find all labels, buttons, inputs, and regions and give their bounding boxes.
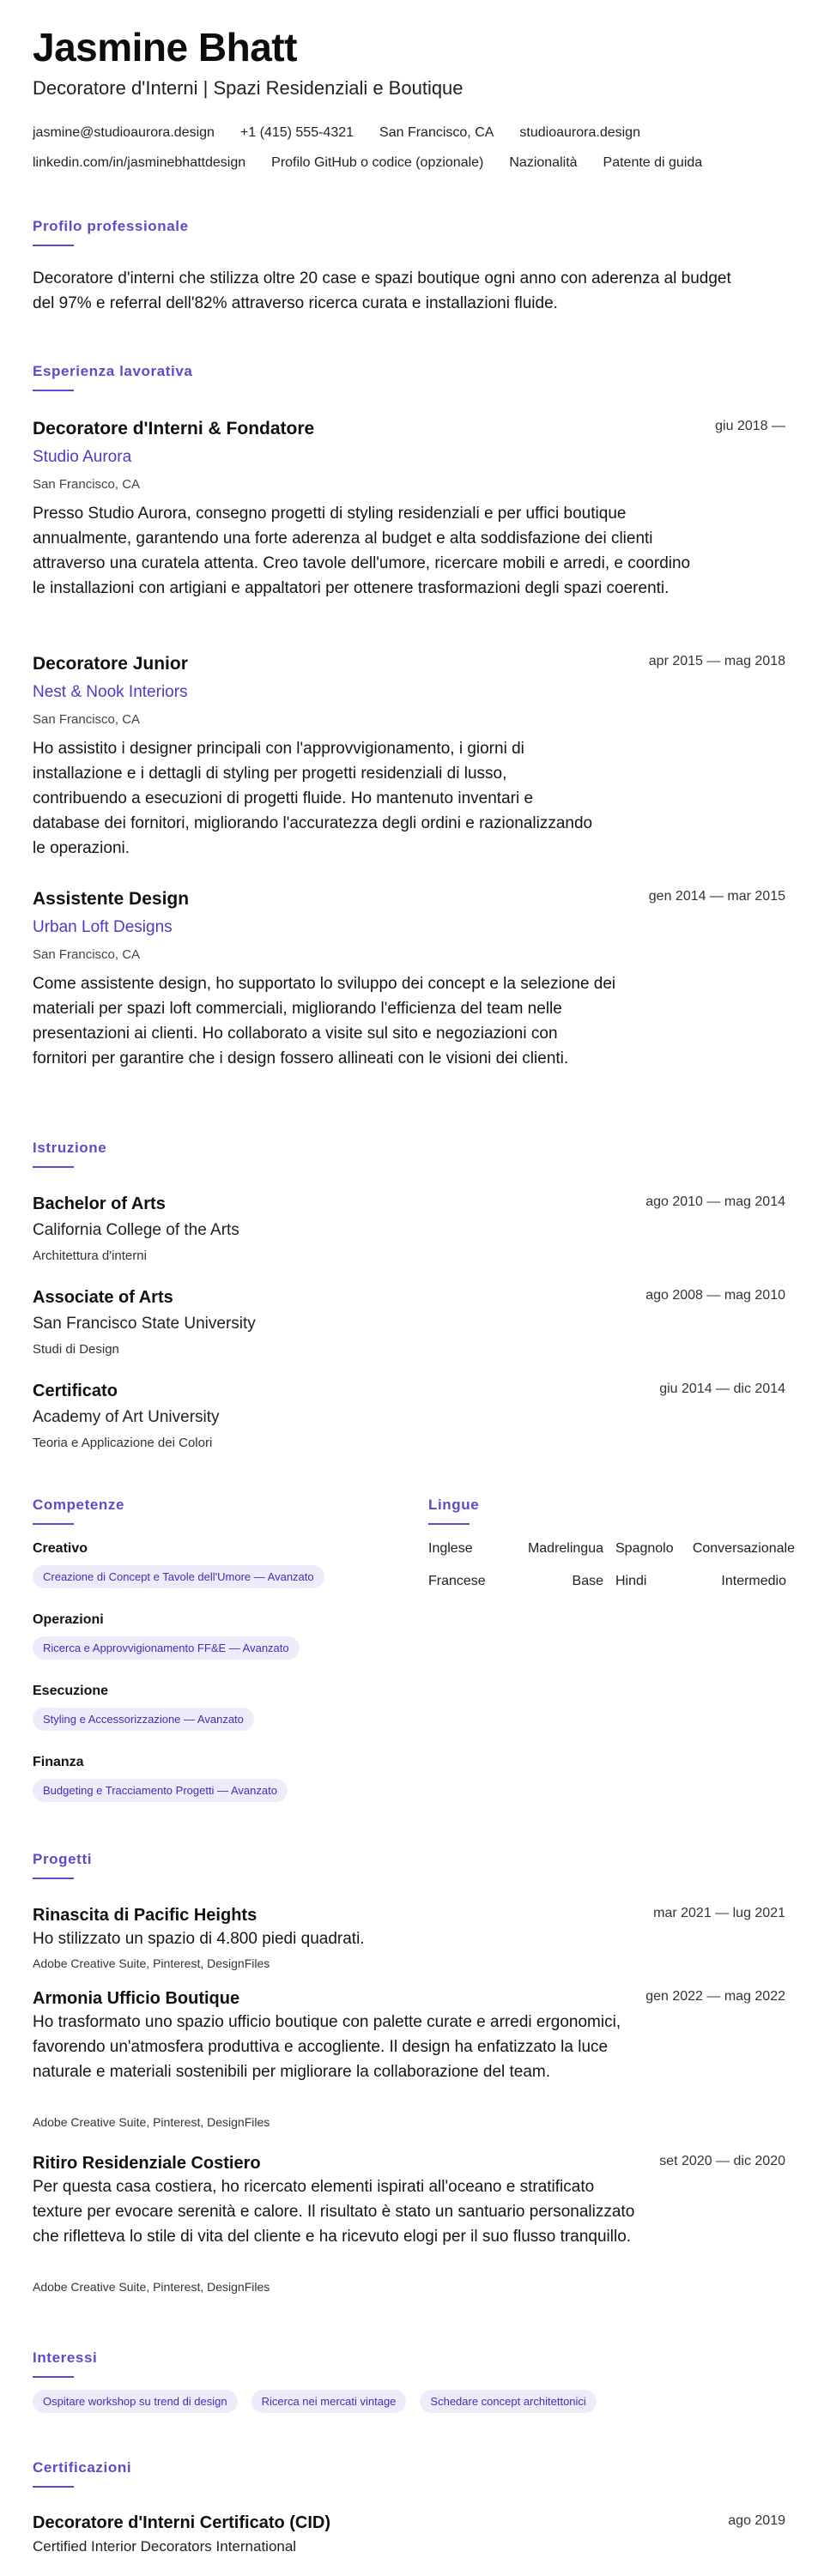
job-description: Presso Studio Aurora, consegno progetti di styling residenziali e per uffici boutique annualmente, garantendo una forte aderenza al budget e alta soddisfazione dei clienti attraverso una curatela attenta. Creo tavole dell'umore, ricercare mobili e arredi, e coordino le installazioni con artigiani e appaltatori per ottenere trasformazioni degli spazi coerenti.	[33, 505, 691, 597]
job-title: Decoratore Junior	[33, 654, 188, 674]
education-degree: Certificato	[33, 1382, 118, 1400]
education-degree: Bachelor of Arts	[33, 1194, 166, 1213]
education-dates: ago 2008 — mag 2010	[645, 1288, 785, 1303]
project-dates: gen 2022 — mag 2022	[645, 1989, 785, 2004]
contact-linkedin[interactable]: linkedin.com/in/jasminebhattdesign	[33, 155, 246, 170]
project-title: Armonia Ufficio Boutique	[33, 1989, 240, 2008]
section-title-skills: Competenze	[33, 1497, 125, 1513]
project-title: Rinascita di Pacific Heights	[33, 1906, 258, 1925]
contact-phone[interactable]: +1 (415) 555-4321	[239, 125, 354, 140]
section-title-projects: Progetti	[33, 1851, 93, 1867]
education-dates: giu 2014 — dic 2014	[659, 1382, 785, 1396]
certification-issuer: Certified Interior Decorators International	[33, 2538, 297, 2555]
candidate-name: Jasmine Bhatt	[33, 25, 297, 70]
language-level: Conversazionale	[692, 1541, 795, 1556]
section-title-certifications: Certificazioni	[33, 2459, 132, 2476]
section-divider	[33, 245, 74, 246]
job-title: Decoratore d'Interni & Fondatore	[33, 419, 315, 438]
contact-driving-license: Patente di guida	[603, 155, 703, 170]
job-title: Assistente Design	[33, 889, 190, 909]
section-divider	[33, 1166, 74, 1168]
section-divider	[33, 1523, 74, 1525]
skill-chip: Ricerca e Approvvigionamento FF&E — Avanzato	[33, 1636, 300, 1660]
certification-date: ago 2019	[728, 2513, 785, 2528]
project-title: Ritiro Residenziale Costiero	[33, 2154, 261, 2173]
project-description: Ho stilizzato un spazio di 4.800 piedi quadrati.	[33, 1930, 365, 1948]
education-field: Studi di Design	[33, 1342, 119, 1357]
education-school: California College of the Arts	[33, 1221, 239, 1239]
section-divider	[33, 2486, 74, 2488]
skill-chip: Creazione di Concept e Tavole dell'Umore — Avanzato	[33, 1565, 324, 1588]
education-degree: Associate of Arts	[33, 1288, 173, 1307]
job-dates: gen 2014 — mar 2015	[648, 889, 785, 904]
project-dates: set 2020 — dic 2020	[659, 2154, 785, 2168]
skill-category: Operazioni	[33, 1612, 104, 1627]
job-description: Ho assistito i designer principali con l'approvvigionamento, i giorni di installazione e i dettagli di styling per progetti residenziali di lusso, contribuendo a esecuzioni di progetti fluide. Ho mantenuto inventari e database dei fornitori, migliorando l'accuratezza degli ordini e razionalizzando le operazioni.	[33, 740, 593, 857]
education-school: Academy of Art University	[33, 1408, 220, 1426]
interest-chip: Schedare concept architettonici	[420, 2390, 596, 2413]
profile-text: Decoratore d'interni che stilizza oltre 20 case e spazi boutique ogni anno con aderenza al budget del 97% e referral dell'82% attraverso ricerca curata e installazioni fluide.	[33, 269, 731, 312]
skill-chip: Budgeting e Tracciamento Progetti — Avanzato	[33, 1779, 288, 1802]
headline: Decoratore d'Interni | Spazi Residenziali e Boutique	[33, 77, 464, 99]
certification-name: Decoratore d'Interni Certificato (CID)	[33, 2513, 331, 2532]
section-divider	[33, 1878, 74, 1879]
education-field: Architettura d'interni	[33, 1249, 147, 1263]
job-dates: apr 2015 — mag 2018	[648, 654, 785, 668]
education-field: Teoria e Applicazione dei Colori	[33, 1436, 213, 1450]
contact-website[interactable]: studioaurora.design	[519, 125, 640, 140]
language-level: Madrelingua	[527, 1541, 603, 1556]
language-name: Inglese	[428, 1541, 473, 1556]
job-location: San Francisco, CA	[33, 712, 141, 727]
interests-list	[33, 2390, 597, 2413]
section-title-interests: Interessi	[33, 2349, 98, 2366]
language-name: Hindi	[615, 1574, 647, 1588]
contact-row-1	[33, 125, 666, 141]
contact-nationality: Nazionalità	[509, 155, 578, 170]
job-company[interactable]: Nest & Nook Interiors	[33, 683, 188, 701]
project-description: Per questa casa costiera, ho ricercato elementi ispirati all'oceano e stratificato texture per evocare serenità e calore. Il risultato è stato un santuario personalizzato che rifletteva lo stile di vita del cliente e ha ricevuto elogi per il suo flusso tranquillo.	[33, 2178, 635, 2246]
skill-category: Finanza	[33, 1755, 84, 1769]
education-school: San Francisco State University	[33, 1315, 256, 1333]
job-dates: giu 2018 —	[715, 419, 785, 433]
job-description: Come assistente design, ho supportato lo sviluppo dei concept e la selezione dei materiali per spazi loft commerciali, migliorando l'efficienza del team nelle presentazioni ai clienti. Ho collaborato a visite sul sito e negoziazioni con fornitori per garantire che i design fossero allineati con le visioni dei clienti.	[33, 975, 616, 1067]
section-title-education: Istruzione	[33, 1140, 107, 1156]
interest-chip: Ospitare workshop su trend di design	[33, 2390, 238, 2413]
contact-email[interactable]: jasmine@studioaurora.design	[33, 125, 215, 140]
language-name: Francese	[428, 1574, 486, 1588]
skill-category: Creativo	[33, 1541, 88, 1556]
skill-category: Esecuzione	[33, 1684, 109, 1698]
job-location: San Francisco, CA	[33, 477, 141, 492]
job-company[interactable]: Urban Loft Designs	[33, 918, 173, 936]
contact-row-2	[33, 155, 728, 171]
section-title-languages: Lingue	[428, 1497, 480, 1513]
contact-location: San Francisco, CA	[379, 125, 494, 140]
section-divider	[428, 1523, 470, 1525]
project-tools: Adobe Creative Suite, Pinterest, DesignFiles	[33, 2115, 270, 2129]
project-tools: Adobe Creative Suite, Pinterest, DesignFiles	[33, 2280, 270, 2294]
section-title-profile: Profilo professionale	[33, 218, 189, 234]
language-level: Base	[572, 1574, 603, 1588]
interest-chip: Ricerca nei mercati vintage	[251, 2390, 407, 2413]
job-location: San Francisco, CA	[33, 947, 141, 962]
contact-github[interactable]: Profilo GitHub o codice (opzionale)	[271, 155, 484, 170]
skill-chip: Styling e Accessorizzazione — Avanzato	[33, 1708, 254, 1731]
section-divider	[33, 2376, 74, 2378]
section-title-experience: Esperienza lavorativa	[33, 363, 193, 379]
job-company[interactable]: Studio Aurora	[33, 448, 132, 466]
project-description: Ho trasformato uno spazio ufficio boutique con palette curate e arredi ergonomici, favorendo un'atmosfera produttiva e accogliente. Il design ha enfatizzato la luce naturale e materiali sostenibili per migliorare la collaborazione del team.	[33, 2013, 621, 2081]
language-name: Spagnolo	[615, 1541, 674, 1556]
language-level: Intermedio	[721, 1574, 786, 1588]
project-tools: Adobe Creative Suite, Pinterest, DesignFiles	[33, 1956, 270, 1970]
education-dates: ago 2010 — mag 2014	[645, 1194, 785, 1209]
section-divider	[33, 390, 74, 391]
project-dates: mar 2021 — lug 2021	[653, 1906, 785, 1920]
